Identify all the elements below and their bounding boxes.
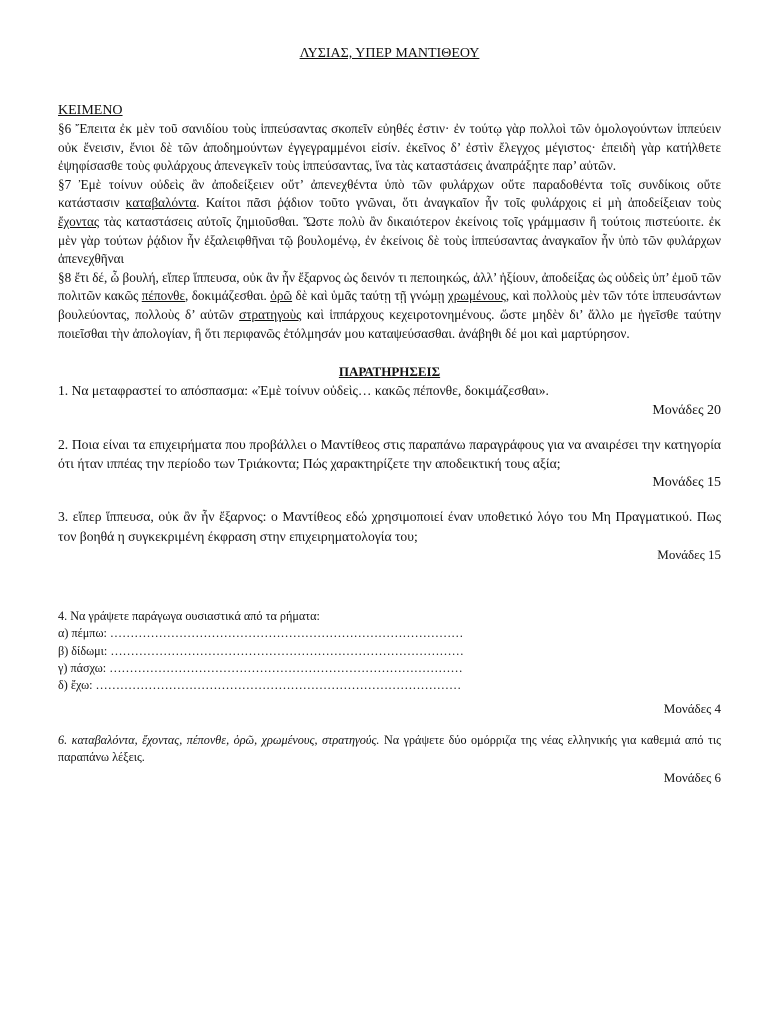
question-4-item-c: γ) πάσχω: ……………………………………………………………………………: [58, 660, 463, 675]
p8-text-d: , καὶ πολλοὺς μὲν τῶν τότε ἱππευσάντων βουλεύοντας, πολλοὺς δ’ αὐτῶν: [58, 288, 721, 322]
question-4-item-d: δ) ἔχω: ………………………………………………………………………………: [58, 677, 462, 692]
question-4-marks: Μονάδες 4: [663, 701, 721, 717]
document-page: [58, 40, 721, 787]
paragraph-7: [58, 176, 721, 269]
question-4: [58, 608, 721, 694]
underlined-word-oro: ὁρῶ: [270, 288, 293, 304]
text-heading: ΚΕΙΜΕΝΟ: [58, 103, 123, 118]
paragraph-8: [58, 269, 721, 343]
p7-text-b: . Καίτοι πᾶσι ῥᾴδιον τοῦτο γνῶναι, ὅτι ἀναγκαῖον ἦν τοῖς φυλάρχοις εἰ μὴ ἀποδείξειαν τοὺς: [196, 195, 721, 211]
question-3: 3. εἴπερ ἵππευσα, οὐκ ἂν ἦν ἔξαρνος: ο Μαντίθεος εδώ χρησιμοποιεί έναν υποθετικό λόγο του Μη Πραγματικού. Πως τον βοηθά η συγκεκριμένη έκφραση στην επιχειρηματολογία του;: [58, 509, 721, 544]
paragraph-6: §6 Ἔπειτα ἐκ μὲν τοῦ σανιδίου τοὺς ἱππεύσαντας σκοπεῖν εὐηθές ἐστιν· ἐν τούτῳ γὰρ πολλοὶ τῶν ὁμολογούντων ἱππεύειν οὐκ ἔνεισιν, ἔνιοι δὲ τῶν ἀποδημούντων ἐγγεγραμμένοι εἰσίν. ἐκεῖνος δ’ ἐστὶν ἔλεγχος μέγιστος· ἐπειδὴ γὰρ κατήλθετε ἐψηφίσασθε τοὺς φυλάρχους ἀπενεγκεῖν τοὺς ἱππεύσαντας, ἵνα τὰς καταστάσεις ἀναπράξητε παρ’ αὐτῶν.: [58, 121, 721, 174]
notes-heading: ΠΑΡΑΤΗΡΗΣΕΙΣ: [338, 364, 441, 380]
underlined-word-strategous: στρατηγοὺς: [239, 306, 302, 322]
underlined-word-echontas: ἔχοντας: [58, 213, 100, 229]
p8-text-c: δὲ καὶ ὑμᾶς ταύτῃ τῇ γνώμῃ: [292, 288, 448, 304]
question-6-words: 6. καταβαλόντα, ἔχοντας, πέπονθε, ὁρῶ, χρωμένους, στρατηγούς.: [58, 733, 380, 748]
p7-text-a: §7 Ἐμὲ τοίνυν οὐδεὶς ἂν ἀποδείξειεν οὔτ’ ἀπενεχθέντα ὑπὸ τῶν φυλάρχων οὔτε παραδοθέντα τοῖς συνδίκοις οὔτε κατάστασιν: [58, 176, 721, 211]
question-6: [58, 732, 721, 766]
question-6-marks: Μονάδες 6: [663, 769, 721, 785]
document-title: ΛΥΣΙΑΣ, ΥΠΕΡ ΜΑΝΤΙΘΕΟΥ: [299, 46, 480, 61]
question-1: 1. Να μεταφραστεί το απόσπασμα: «Ἐμὲ τοίνυν οὐδεὶς… κακῶς πέπονθε, δοκιμάζεσθαι».: [58, 383, 549, 399]
p7-text-c: τὰς καταστάσεις αὐτοῖς ζημιοῦσθαι. Ὥστε πολὺ ἂν δικαιότερον ἐκείνοις τοῖς γράμμασιν ἢ τούτοις πιστεύοιτε. ἐκ μὲν γὰρ τούτων ῥᾴδιον ἦν ἐξαλειφθῆναι τῷ βουλομένῳ, ἐν ἐκείνοις δὲ τοὺς ἱππεύσαντας ἀναγκαῖον ἦν ὑπὸ τῶν φυλάρχων ἀπενεχθῆναι: [58, 213, 721, 267]
question-3-marks: Μονάδες 15: [657, 547, 721, 563]
p8-text-a: §8 ἔτι δέ, ὦ βουλή, εἴπερ ἵππευσα, οὐκ ἂν ἦν ἔξαρνος ὡς δεινόν τι πεποιηκώς, ἀλλ’ ἠξίουν, ἀποδείξας ὡς οὐδεὶς ὑπ’ ἐμοῦ τῶν πολιτῶν κακῶς: [58, 269, 721, 304]
question-4-intro: 4. Να γράψετε παράγωγα ουσιαστικά από τα ρήματα:: [58, 609, 320, 624]
question-4-item-b: β) δίδωμι: ……………………………………………………………………………: [58, 643, 464, 658]
p8-text-e: καὶ ἱππάρχους κεχειροτονημένους. ὥστε μηδὲν δι’ ἄλλο με ἡγεῖσθε ταύτην ποιεῖσθαι τὴν ἀπολογίαν, ἢ ὅτι περιφανῶς ἐτόλμησάν μου καταψεύσασθαι. ἀνάβηθι δέ μοι καὶ μαρτύρησον.: [58, 306, 721, 341]
underlined-word-peponthe: πέπονθε: [141, 288, 186, 304]
question-6-text: Να γράψετε δύο ομόρριζα της νέας ελληνικής για καθεμιά από τις παραπάνω λέξεις.: [58, 733, 721, 765]
question-4-item-a: α) πέμπω: ……………………………………………………………………………: [58, 626, 464, 641]
question-2-marks: Μονάδες 15: [652, 475, 721, 491]
question-1-marks: Μονάδες 20: [652, 402, 721, 418]
question-2: 2. Ποια είναι τα επιχειρήματα που προβάλλει ο Μαντίθεος στις παραπάνω παραγράφους για να αναιρέσει την κατηγορία ότι ήταν ιππέας την περίοδο των Τριάκοντα; Πώς χαρακτηρίζετε την αποδεικτική τους αξία;: [58, 436, 721, 471]
underlined-word-chromenous: χρωμένους: [447, 288, 506, 304]
p8-text-b: , δοκιμάζεσθαι.: [185, 288, 271, 304]
underlined-word-katabalonta: καταβαλόντα: [125, 195, 197, 211]
